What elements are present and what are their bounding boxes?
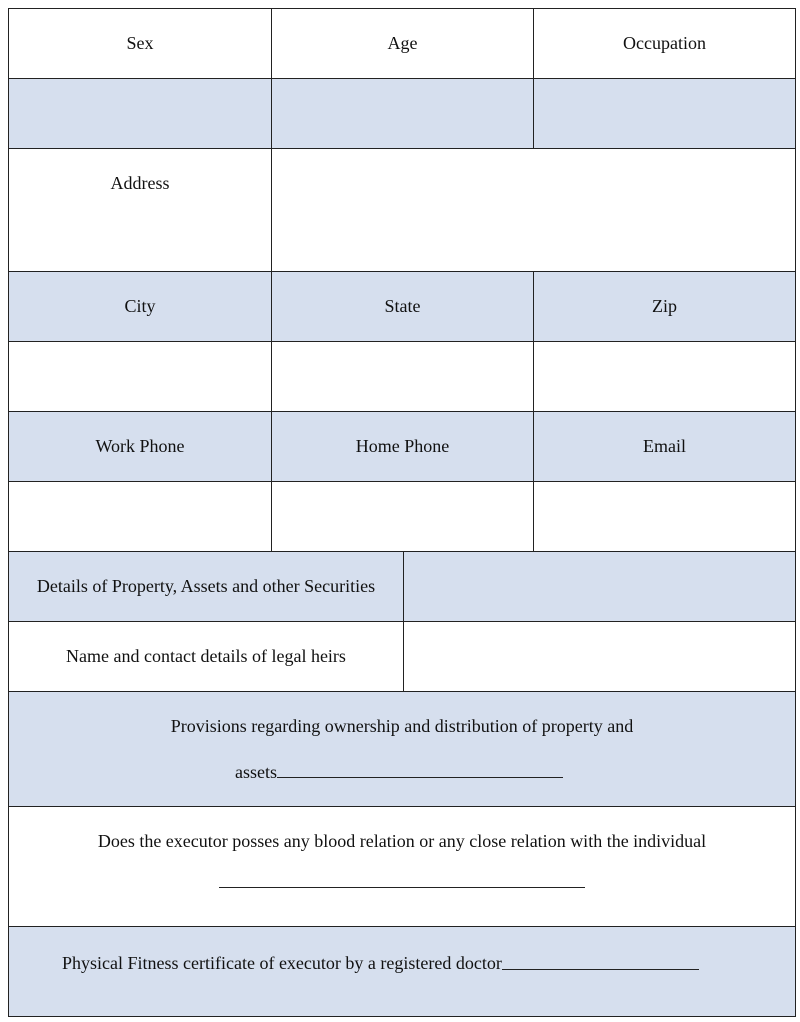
- city-label-cell: [8, 271, 271, 341]
- legal-heirs-field[interactable]: [403, 621, 796, 691]
- sex-label: Sex: [126, 33, 154, 53]
- zip-label: Zip: [652, 296, 677, 316]
- home-phone-label: Home Phone: [355, 436, 450, 456]
- work-phone-field[interactable]: [8, 481, 271, 551]
- provisions-blank-line[interactable]: [277, 761, 563, 778]
- address-field[interactable]: [271, 148, 796, 271]
- email-field[interactable]: [533, 481, 796, 551]
- property-details-label-cell: [8, 551, 403, 621]
- state-label: State: [384, 296, 421, 316]
- legal-heirs-label-cell: [8, 621, 403, 691]
- executor-relation-question: Does the executor posses any blood relation or any close relation with the individual: [97, 830, 707, 851]
- executor-relation-cell: [8, 806, 796, 926]
- provisions-line-1: Provisions regarding ownership and distribution of property and: [170, 716, 634, 736]
- provisions-line-2: [9, 749, 795, 795]
- sex-label-cell: [8, 8, 271, 78]
- sex-field[interactable]: [8, 78, 271, 148]
- state-label-cell: [271, 271, 533, 341]
- zip-field[interactable]: [533, 341, 796, 411]
- fitness-certificate-blank-line[interactable]: [502, 953, 699, 970]
- property-details-label: Details of Property, Assets and other Securities: [36, 576, 376, 596]
- work-phone-label-cell: [8, 411, 271, 481]
- city-label: City: [124, 296, 156, 316]
- provisions-cell: [8, 691, 796, 806]
- occupation-field[interactable]: [533, 78, 796, 148]
- age-label: Age: [387, 33, 418, 53]
- home-phone-label-cell: [271, 411, 533, 481]
- email-label: Email: [643, 436, 686, 456]
- zip-label-cell: [533, 271, 796, 341]
- fitness-certificate-cell: [8, 926, 796, 1017]
- estate-form: [8, 8, 796, 1017]
- legal-heirs-label: Name and contact details of legal heirs: [66, 646, 346, 666]
- home-phone-field[interactable]: [271, 481, 533, 551]
- email-label-cell: [533, 411, 796, 481]
- occupation-label-cell: [533, 8, 796, 78]
- address-label-cell: [8, 148, 271, 271]
- address-label: Address: [110, 173, 170, 193]
- state-field[interactable]: [271, 341, 533, 411]
- provisions-assets-label: assets: [235, 762, 277, 782]
- executor-relation-blank-line[interactable]: [219, 863, 585, 888]
- age-field[interactable]: [271, 78, 533, 148]
- work-phone-label: Work Phone: [95, 436, 185, 456]
- fitness-certificate-label: Physical Fitness certificate of executor by a registered doctor: [62, 953, 502, 973]
- property-details-field[interactable]: [403, 551, 796, 621]
- executor-relation-answer-row: [9, 863, 795, 915]
- city-field[interactable]: [8, 341, 271, 411]
- occupation-label: Occupation: [623, 33, 706, 53]
- age-label-cell: [271, 8, 533, 78]
